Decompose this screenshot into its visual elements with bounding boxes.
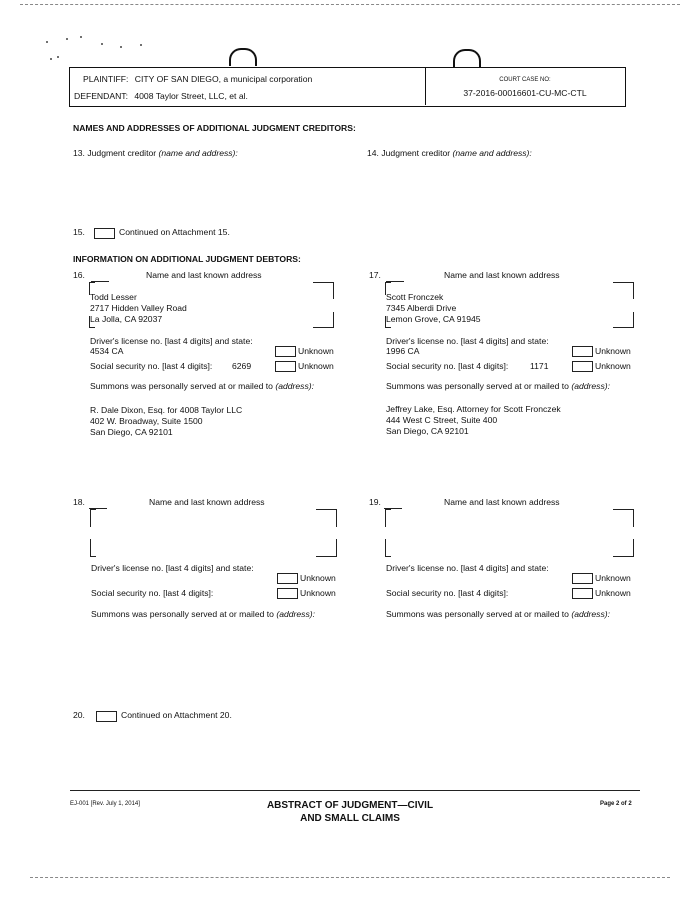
debtor-16-dl-unknown: Unknown xyxy=(298,346,334,356)
case-number-label: COURT CASE NO: xyxy=(499,77,551,83)
scan-speck xyxy=(50,58,52,60)
debtor-19-dl-unknown: Unknown xyxy=(595,573,631,583)
debtor-19-dl-label: Driver's license no. [last 4 digits] and state: xyxy=(386,563,549,573)
debtor-18-dl-unknown-checkbox[interactable] xyxy=(277,573,298,584)
debtor-17-number: 17. xyxy=(369,270,381,280)
debtor-18-dl-label: Driver's license no. [last 4 digits] and state: xyxy=(91,563,254,573)
debtor-18-summons-hint: (address): xyxy=(276,609,316,619)
plaintiff-label: PLAINTIFF: xyxy=(83,74,129,84)
debtor-16-served-line2: 402 W. Broadway, Suite 1500 xyxy=(90,416,203,426)
item-14-hint: (name and address): xyxy=(452,148,532,158)
debtor-16-dl-value: 4534 CA xyxy=(90,346,124,356)
debtor-17-name-address-label: Name and last known address xyxy=(444,270,560,280)
item-13-hint: (name and address): xyxy=(158,148,238,158)
item-15-number: 15. xyxy=(73,227,85,237)
debtor-16-dl-label: Driver's license no. [last 4 digits] and state: xyxy=(90,336,253,346)
debtor-17-name: Scott Fronczek xyxy=(386,292,444,302)
footer-page: Page 2 of 2 xyxy=(600,801,632,807)
item-15-checkbox[interactable] xyxy=(94,228,115,239)
footer-title-line2: AND SMALL CLAIMS xyxy=(300,813,400,824)
item-15-text: Continued on Attachment 15. xyxy=(119,227,230,237)
scan-speck xyxy=(80,36,82,38)
plaintiff-value: CITY OF SAN DIEGO, a municipal corporation xyxy=(134,74,313,84)
debtor-18-bracket-bl xyxy=(90,539,96,557)
debtor-16-number: 16. xyxy=(73,270,85,280)
debtor-17-dl-value: 1996 CA xyxy=(386,346,420,356)
scan-edge-top xyxy=(20,4,680,5)
debtor-17-bracket-tr xyxy=(613,282,634,299)
debtor-17-address2: Lemon Grove, CA 91945 xyxy=(386,314,481,324)
debtor-17-dl-unknown-checkbox[interactable] xyxy=(572,346,593,357)
scan-speck xyxy=(101,43,103,45)
debtor-16-bracket-br xyxy=(313,312,334,328)
debtor-16-served-line3: San Diego, CA 92101 xyxy=(90,427,173,437)
caption-divider xyxy=(425,67,426,105)
debtor-17-served-line1: Jeffrey Lake, Esq. Attorney for Scott Fronczek xyxy=(386,404,561,414)
debtor-19-ssn-unknown: Unknown xyxy=(595,588,631,598)
debtor-16-served-line1: R. Dale Dixon, Esq. for 4008 Taylor LLC xyxy=(90,405,243,415)
debtor-19-summons-label: Summons was personally served at or mailed to xyxy=(386,609,569,619)
debtor-16-ssn-value: 6269 xyxy=(232,361,252,371)
debtor-16-summons xyxy=(90,381,314,391)
debtor-17-summons-label: Summons was personally served at or mailed to xyxy=(386,381,569,391)
debtor-17-ssn-label: Social security no. [last 4 digits]: xyxy=(386,361,509,371)
debtor-16-summons-hint: (address): xyxy=(275,381,315,391)
debtor-18-ssn-unknown: Unknown xyxy=(300,588,336,598)
debtor-17-served-line2: 444 West C Street, Suite 400 xyxy=(386,415,498,425)
debtor-19-summons-hint: (address): xyxy=(571,609,611,619)
debtor-18-bracket-tl xyxy=(90,509,96,527)
debtor-19-ssn-label: Social security no. [last 4 digits]: xyxy=(386,588,509,598)
debtor-17-summons-hint: (address): xyxy=(571,381,611,391)
defendant-row xyxy=(74,91,248,101)
debtor-17-dl-label: Driver's license no. [last 4 digits] and state: xyxy=(386,336,549,346)
debtor-18-number: 18. xyxy=(73,497,85,507)
debtor-16-summons-label: Summons was personally served at or mailed to xyxy=(90,381,273,391)
item-20-text: Continued on Attachment 20. xyxy=(121,710,232,720)
scan-speck xyxy=(66,38,68,40)
case-number: 37-2016-00016601-CU-MC-CTL xyxy=(463,88,587,98)
scan-speck xyxy=(57,56,59,58)
debtor-19-name-address-label: Name and last known address xyxy=(444,497,560,507)
debtor-16-name-address-label: Name and last known address xyxy=(146,270,262,280)
creditors-heading: NAMES AND ADDRESSES OF ADDITIONAL JUDGMENT CREDITORS: xyxy=(73,123,356,133)
scan-speck xyxy=(46,41,48,43)
debtor-19-number: 19. xyxy=(369,497,381,507)
caption-box xyxy=(69,67,626,107)
debtor-17-ssn-unknown-checkbox[interactable] xyxy=(572,361,593,372)
scan-speck xyxy=(120,46,122,48)
defendant-value: 4008 Taylor Street, LLC, et al. xyxy=(134,91,248,101)
defendant-label: DEFENDANT: xyxy=(74,91,128,101)
debtor-17-dl-unknown: Unknown xyxy=(595,346,631,356)
debtor-18-ssn-unknown-checkbox[interactable] xyxy=(277,588,298,599)
punch-hole-left xyxy=(229,48,257,66)
debtor-19-summons xyxy=(386,609,610,619)
debtor-19-ssn-unknown-checkbox[interactable] xyxy=(572,588,593,599)
footer-title-line1: ABSTRACT OF JUDGMENT—CIVIL xyxy=(266,800,434,811)
plaintiff-row xyxy=(83,74,312,84)
debtor-17-ssn-unknown: Unknown xyxy=(595,361,631,371)
item-14 xyxy=(367,148,532,158)
debtor-17-summons xyxy=(386,381,610,391)
debtor-16-name: Todd Lesser xyxy=(90,292,137,302)
debtor-18-ssn-label: Social security no. [last 4 digits]: xyxy=(91,588,214,598)
debtors-heading: INFORMATION ON ADDITIONAL JUDGMENT DEBTORS: xyxy=(73,254,301,264)
debtor-19-bracket-bl xyxy=(385,539,391,557)
scan-speck xyxy=(140,44,142,46)
item-20-checkbox[interactable] xyxy=(96,711,117,722)
item-14-label: 14. Judgment creditor xyxy=(367,148,451,158)
debtor-16-ssn-label: Social security no. [last 4 digits]: xyxy=(90,361,213,371)
debtor-19-bracket-tl xyxy=(385,509,391,527)
debtor-16-address2: La Jolla, CA 92037 xyxy=(90,314,163,324)
scan-edge-bottom xyxy=(30,877,670,878)
debtor-19-bracket-br xyxy=(613,539,634,557)
debtor-17-address1: 7345 Alberdi Drive xyxy=(386,303,457,313)
debtor-18-bracket-br xyxy=(316,539,337,557)
debtor-19-dl-unknown-checkbox[interactable] xyxy=(572,573,593,584)
debtor-18-summons-label: Summons was personally served at or mailed to xyxy=(91,609,274,619)
footer-form-id: EJ-001 [Rev. July 1, 2014] xyxy=(70,801,140,807)
item-13-label: 13. Judgment creditor xyxy=(73,148,157,158)
debtor-19-bracket-tr xyxy=(613,509,634,527)
debtor-16-ssn-unknown-checkbox[interactable] xyxy=(275,361,296,372)
footer-rule xyxy=(70,790,640,791)
debtor-17-ssn-value: 1171 xyxy=(530,361,549,371)
item-20-number: 20. xyxy=(73,710,85,720)
punch-hole-right xyxy=(453,49,481,67)
debtor-17-served-line3: San Diego, CA 92101 xyxy=(386,426,469,436)
debtor-17-bracket-br xyxy=(613,312,634,328)
debtor-16-bracket-tr xyxy=(313,282,334,299)
debtor-16-dl-unknown-checkbox[interactable] xyxy=(275,346,296,357)
debtor-16-address1: 2717 Hidden Valley Road xyxy=(90,303,187,313)
debtor-18-bracket-tr xyxy=(316,509,337,527)
debtor-18-summons xyxy=(91,609,315,619)
debtor-18-name-address-label: Name and last known address xyxy=(149,497,265,507)
item-13 xyxy=(73,148,238,158)
debtor-16-ssn-unknown: Unknown xyxy=(298,361,334,371)
debtor-18-dl-unknown: Unknown xyxy=(300,573,336,583)
